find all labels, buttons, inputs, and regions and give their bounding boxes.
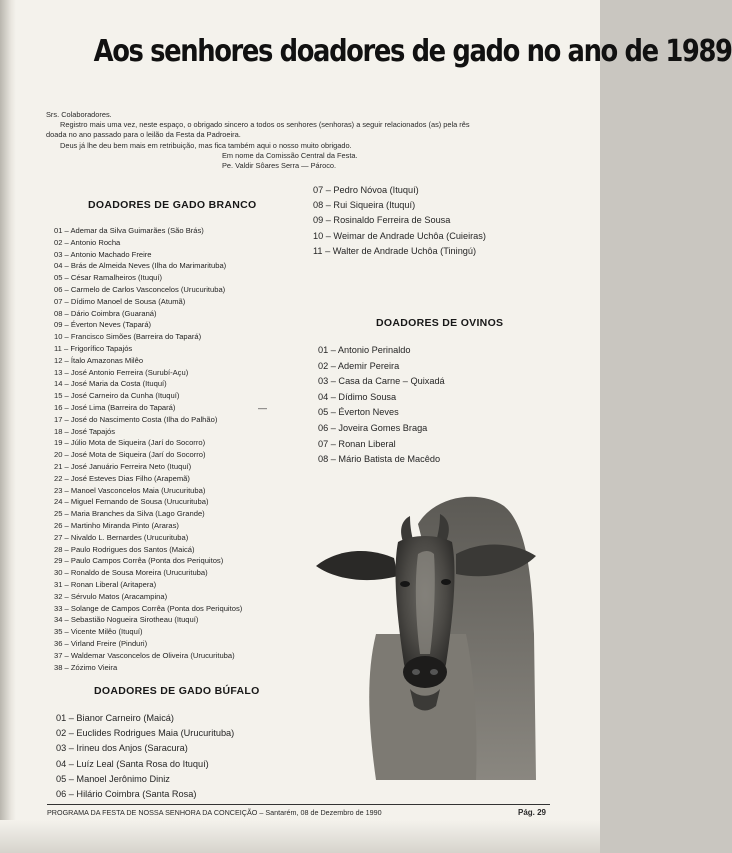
list-item: 30 – Ronaldo de Sousa Moreira (Urucurituba) [54, 568, 208, 578]
list-item: 31 – Ronan Liberal (Aritapera) [54, 580, 157, 589]
list-item: 34 – Sebastião Nogueira Sirotheau (Ituquí) [54, 615, 199, 625]
list-item: 11 – Walter de Andrade Uchôa (Tiningú) [313, 245, 477, 256]
list-item: 08 – Dário Coimbra (Guaraná) [54, 308, 157, 318]
list-item: 02 – Euclides Rodrigues Maia (Urucurituba) [56, 728, 235, 739]
list-item: 03 – Casa da Carne – Quixadá [318, 376, 445, 387]
letter-line-2: doada no ano passado para o leilão da Festa da Padroeira. [46, 130, 241, 139]
list-item: 13 – José Antonio Ferreira (Surubí-Açu) [54, 367, 189, 377]
zebu-bull-photo [306, 484, 542, 780]
list-item: 09 – Rosinaldo Ferreira de Sousa [313, 215, 451, 226]
gado-branco-heading: DOADORES DE GADO BRANCO [88, 199, 257, 211]
list-item: 18 – José Tapajós [54, 426, 116, 436]
list-item: 37 – Waldemar Vasconcelos de Oliveira (Urucurituba) [54, 650, 235, 660]
letter-signature: Pe. Valdir Sôares Serra — Pároco. [222, 161, 337, 170]
ovinos-heading: DOADORES DE OVINOS [376, 317, 504, 329]
list-item: 05 – Manoel Jerônimo Diniz [56, 773, 170, 784]
list-item: 22 – José Esteves Dias Filho (Arapemã) [54, 473, 190, 483]
list-item: 09 – Éverton Neves (Tapará) [54, 320, 152, 330]
list-item: 06 – Joveira Gomes Braga [318, 423, 428, 433]
list-item: 06 – Carmelo de Carlos Vasconcelos (Urucurituba) [54, 285, 226, 294]
list-item: 21 – José Januário Ferreira Neto (Ituquí) [54, 462, 192, 471]
list-item: 08 – Mário Batista de Macêdo [318, 454, 441, 465]
margin-dash: — [258, 403, 267, 413]
list-item: 10 – Francisco Simões (Barreira do Tapará) [54, 332, 202, 342]
letter-line-3: Deus já lhe deu bem mais em retribuição, mas fica também aqui o nosso muito obrigado. [60, 141, 352, 150]
list-item: 07 – Dídimo Manoel de Sousa (Atumã) [54, 296, 186, 306]
list-item: 02 – Antonio Rocha [54, 237, 121, 247]
page-number: Pág. 29 [517, 808, 546, 817]
list-item: 02 – Ademir Pereira [318, 360, 400, 371]
list-item: 26 – Martinho Miranda Pinto (Araras) [54, 521, 179, 530]
list-item: 19 – Júlio Mota de Siqueira (Jarí do Socorro) [54, 438, 206, 448]
list-item: 17 – José do Nascimento Costa (Ilha do Palhão) [54, 414, 218, 424]
list-item: 16 – José Lima (Barreira do Tapará) [54, 403, 176, 412]
list-item: 05 – César Ramalheiros (Ituquí) [54, 273, 163, 283]
list-item: 15 – José Carneiro da Cunha (Ituquí) [54, 391, 180, 401]
list-item: 29 – Paulo Campos Corrêa (Ponta dos Periquitos) [54, 556, 224, 566]
footer-text: PROGRAMA DA FESTA DE NOSSA SENHORA DA CONCEIÇÃO – Santarém, 08 de Dezembro de 1990 [47, 808, 382, 817]
list-item: 32 – Sérvulo Matos (Aracampina) [54, 591, 168, 601]
list-item: 06 – Hilário Coimbra (Santa Rosa) [56, 789, 197, 799]
page-edge-shade [0, 820, 600, 853]
list-item: 24 – Miguel Fernando de Sousa (Urucurituba) [54, 497, 209, 507]
list-item: 03 – Irineu dos Anjos (Saracura) [56, 743, 188, 754]
list-item: 27 – Nivaldo L. Bernardes (Urucurituba) [54, 532, 189, 542]
list-item: 03 – Antonio Machado Freire [54, 249, 152, 259]
list-item: 08 – Rui Siqueira (Ituquí) [313, 200, 416, 211]
list-item: 38 – Zózimo Vieira [54, 662, 118, 672]
list-item: 01 – Antonio Perinaldo [318, 345, 411, 355]
list-item: 07 – Ronan Liberal [318, 438, 396, 449]
footer-rule [47, 804, 550, 805]
list-item: 01 – Ademar da Silva Guimarães (São Brás) [54, 226, 204, 235]
list-item: 01 – Bianor Carneiro (Maicá) [56, 713, 174, 723]
list-item: 35 – Vicente Milêo (Ituquí) [54, 627, 143, 637]
list-item: 14 – José Maria da Costa (Ituquí) [54, 379, 167, 389]
letter-salutation: Srs. Colaboradores. [46, 110, 112, 119]
letter-line-1: Registro mais uma vez, neste espaço, o obrigado sincero a todos os senhores (senhoras) a seguir relacionados (as) pela rês [60, 120, 470, 129]
list-item: 20 – José Mota de Siqueira (Jarí do Socorro) [54, 450, 206, 460]
list-item: 04 – Dídimo Sousa [318, 391, 397, 402]
list-item: 07 – Pedro Nóvoa (Ituquí) [313, 185, 419, 195]
binding-shadow [0, 0, 16, 853]
list-item: 25 – Maria Branches da Silva (Lago Grande) [54, 509, 205, 519]
list-item: 10 – Weimar de Andrade Uchôa (Cuieiras) [313, 230, 486, 241]
list-item: 36 – Virland Freire (Pinduri) [54, 639, 148, 648]
list-item: 28 – Paulo Rodrigues dos Santos (Maicá) [54, 544, 195, 554]
list-item: 04 – Brás de Almeida Neves (Ilha do Marimarituba) [54, 261, 227, 271]
list-item: 11 – Frigorífico Tapajós [54, 344, 133, 353]
list-item: 04 – Luíz Leal (Santa Rosa do Ituquí) [56, 758, 209, 769]
page-footer [47, 808, 550, 817]
list-item: 33 – Solange de Campos Corrêa (Ponta dos Periquitos) [54, 603, 243, 613]
list-item: 05 – Éverton Neves [318, 407, 399, 418]
gado-bufalo-heading: DOADORES DE GADO BÚFALO [94, 685, 260, 697]
page-title: Aos senhores doadores de gado no ano de 1989 [93, 34, 732, 69]
list-item: 12 – Ítalo Amazonas Milêo [54, 355, 144, 365]
list-item: 23 – Manoel Vasconcelos Maia (Urucurituba) [54, 485, 206, 495]
letter-line-4: Em nome da Comissão Central da Festa. [222, 151, 358, 160]
